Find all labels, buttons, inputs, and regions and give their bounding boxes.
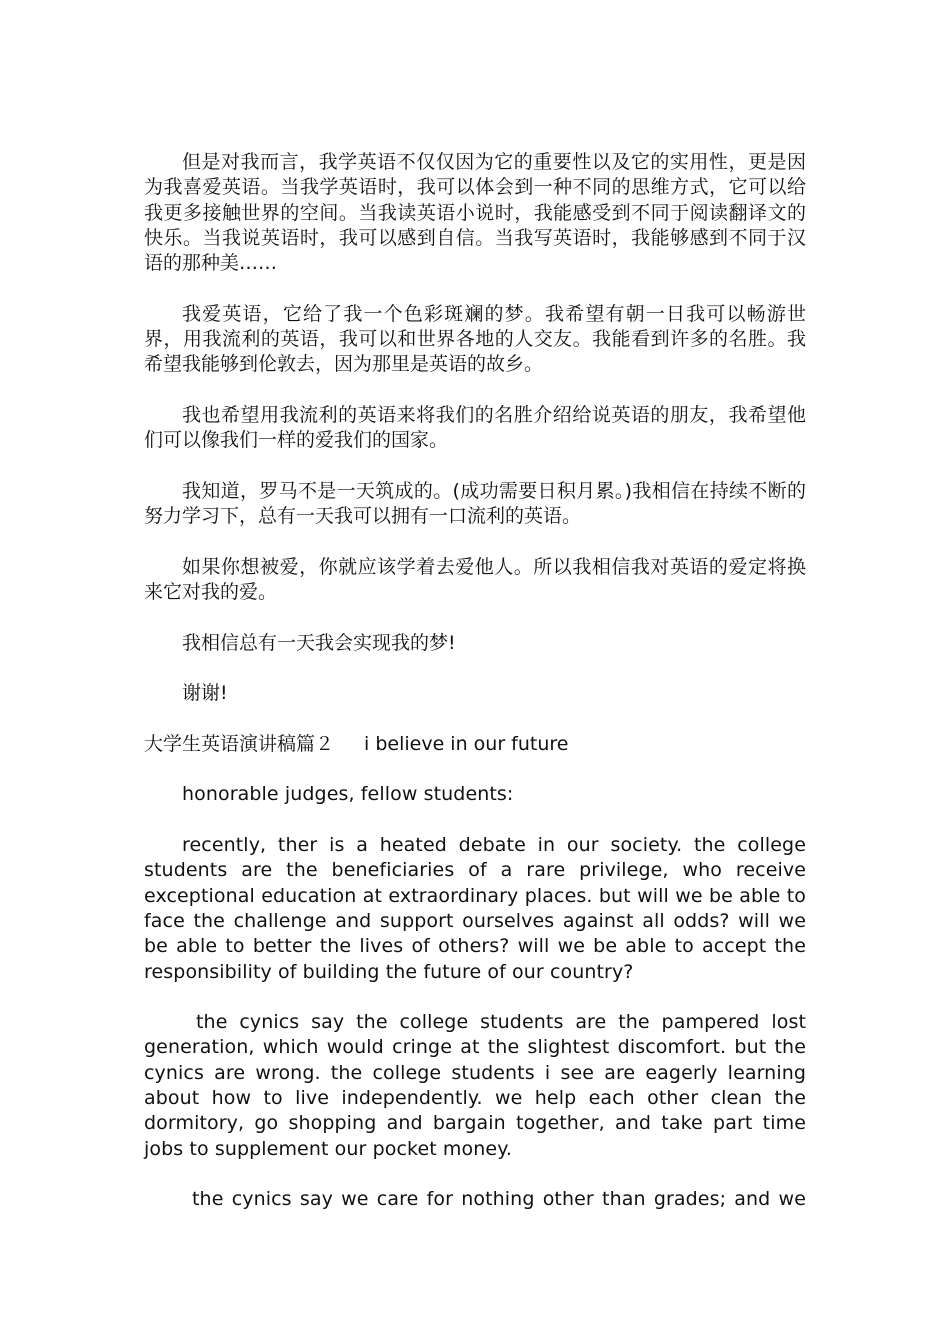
paragraph-english-salutation: honorable judges, fellow students: bbox=[182, 783, 514, 806]
section-subtitle: i believe in our future bbox=[364, 732, 569, 755]
paragraph-chinese-1: 但是对我而言，我学英语不仅仅因为它的重要性以及它的实用性，更是因为我喜爱英语。当我学英语时，我可以体会到一种不同的思维方式，它可以给我更多接触世界的空间。当我读英语小说时，我能感受到不同于阅读翻译文的快乐。当我说英语时，我可以感到自信。当我写英语时，我能够感到不同于汉语的那种美…… bbox=[144, 151, 806, 275]
paragraph-chinese-6: 我相信总有一天我会实现我的梦! bbox=[182, 631, 456, 654]
paragraph-chinese-5: 如果你想被爱，你就应该学着去爱他人。所以我相信我对英语的爱定将换来它对我的爱。 bbox=[144, 555, 806, 604]
section-heading bbox=[144, 732, 806, 757]
paragraph-chinese-4: 我知道，罗马不是一天筑成的。(成功需要日积月累。)我相信在持续不断的努力学习下，总有一天我可以拥有一口流利的英语。 bbox=[144, 479, 806, 528]
paragraph-english-1: recently, ther is a heated debate in our society. the college students are the beneficiaries of a rare privilege, who receive exceptional education at extraordinary places. but will we be able to face the challenge and support ourselves against all odds? will we be able to better the lives of others? will we be able to accept the responsibility of building the future of our country? bbox=[144, 834, 806, 983]
section-title: 大学生英语演讲稿篇２ bbox=[144, 732, 335, 755]
paragraph-english-3: the cynics say we care for nothing other than grades; and we bbox=[192, 1188, 806, 1211]
paragraph-chinese-2: 我爱英语，它给了我一个色彩斑斓的梦。我希望有朝一日我可以畅游世界，用我流利的英语，我可以和世界各地的人交友。我能看到许多的名胜。我希望我能够到伦敦去，因为那里是英语的故乡。 bbox=[144, 302, 806, 376]
paragraph-chinese-7: 谢谢! bbox=[182, 682, 228, 705]
document-page bbox=[144, 150, 806, 1212]
paragraph-english-2: the cynics say the college students are the pampered lost generation, which would cringe at the slightest discomfort. but the cynics are wrong. the college students i see are eagerly learning about how to live independently. we help each other clean the dormitory, go shopping and bargain together, and take part time jobs to supplement our pocket money. bbox=[144, 1011, 806, 1160]
paragraph-chinese-3: 我也希望用我流利的英语来将我们的名胜介绍给说英语的朋友，我希望他们可以像我们一样的爱我们的国家。 bbox=[144, 403, 806, 452]
